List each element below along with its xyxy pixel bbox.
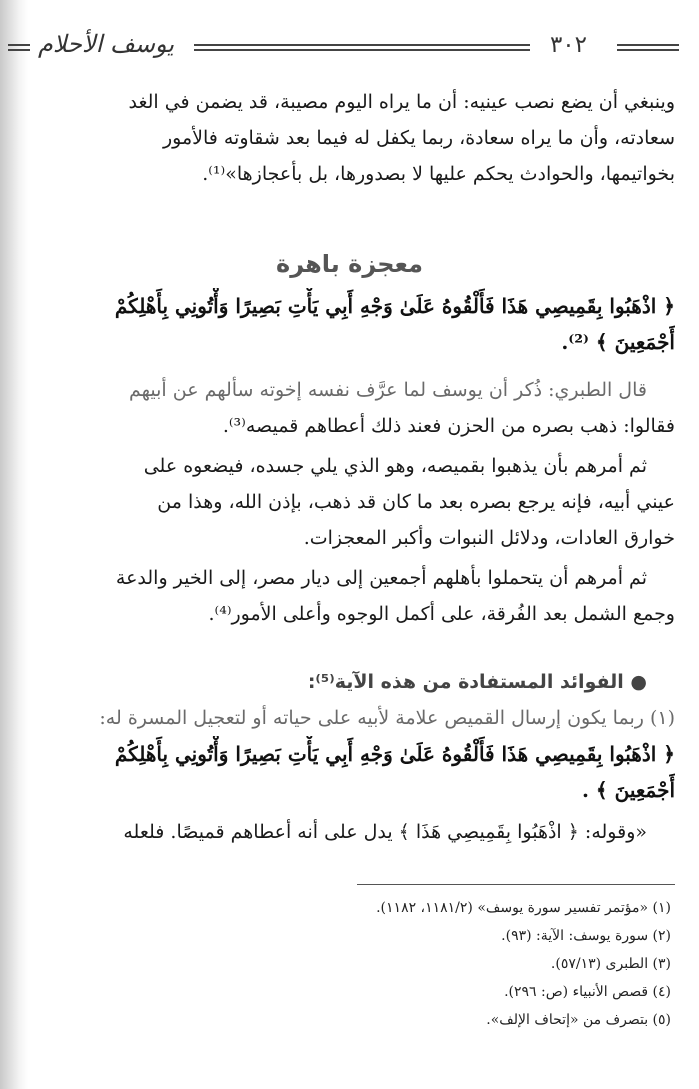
book-title: يوسف الأحلام [38, 30, 175, 58]
text-line: «وقوله: ﴿ اذْهَبُوا بِقَمِيصِي هَذَا ﴾ يدل على أنه أعطاهم قميصًا. فلعله [123, 821, 647, 843]
benefits-heading: ● الفوائد المستفادة من هذه الآية⁽⁵⁾: [307, 671, 647, 693]
verse-line: أَجْمَعِينَ ﴾ . [582, 778, 675, 802]
footnotes [200, 894, 671, 1034]
text-line: سعادته، وأن ما يراه سعادة، ربما يكفل له فيما بعد شقاوته فالأمور [162, 127, 675, 149]
text-line: وجمع الشمل بعد الفُرقة، على أكمل الوجوه وأعلى الأمور⁽⁴⁾. [208, 603, 675, 625]
text-line: فقالوا: ذهب بصره من الحزن فعند ذلك أعطاهم قميصه⁽³⁾. [222, 415, 675, 437]
body-paragraphs [48, 372, 675, 632]
benefit-item: (١) ربما يكون إرسال القميص علامة لأبيه على حياته أو لتعجيل المسرة له: [99, 707, 675, 729]
verse-line: ﴿ اذْهَبُوا بِقَمِيصِي هَذَا فَأَلْقُوهُ عَلَىٰ وَجْهِ أَبِي يَأْتِ بَصِيرًا وَأْتُونِي بِأَهْلِكُمْ [114, 294, 675, 318]
footnote: (٣) الطبرى (٥٧/١٣). [550, 956, 671, 972]
text-line: ثم أمرهم أن يتحملوا بأهلهم أجمعين إلى ديار مصر، إلى الخير والدعة [115, 567, 647, 589]
intro-paragraph [48, 84, 675, 192]
text-line: بخواتيمها، والحوادث يحكم عليها لا بصدورها، بل بأعجازها»⁽¹⁾. [202, 163, 675, 185]
page-number: ٣٠٢ [549, 32, 587, 58]
text-line: وينبغي أن يضع نصب عينيه: أن ما يراه اليوم مصيبة، قد يضمن في الغد [128, 91, 675, 113]
footnote: (٢) سورة يوسف: الآية: (٩٣). [501, 928, 671, 944]
verse-line: ﴿ اذْهَبُوا بِقَمِيصِي هَذَا فَأَلْقُوهُ عَلَىٰ وَجْهِ أَبِي يَأْتِ بَصِيرًا وَأْتُونِي بِأَهْلِكُمْ [114, 742, 675, 766]
page-header [8, 30, 679, 70]
header-rule-left [8, 44, 30, 51]
section-heading: معجزة باهرة [276, 250, 423, 278]
header-rule-middle [194, 44, 530, 51]
footnote: (١) «مؤتمر تفسير سورة يوسف» (١١٨١/٢، ١١٨٢). [376, 900, 671, 916]
verse-line: أَجْمَعِينَ ﴾ ⁽²⁾. [561, 330, 675, 354]
footnote-divider [357, 884, 675, 885]
page-spine-shadow [0, 0, 28, 1089]
footnote: (٤) قصص الأنبياء (ص: ٢٩٦). [504, 984, 671, 1000]
text-line: عيني أبيه، فإنه يرجع بصره بعد ما كان قد ذهب، بإذن الله، وهذا من [157, 491, 675, 513]
text-line: ثم أمرهم بأن يذهبوا بقميصه، وهو الذي يلي جسده، فيضعوه على [143, 455, 647, 477]
quran-verse-1 [48, 288, 675, 360]
text-line: قال الطبري: ذُكر أن يوسف لما عرَّف نفسه إخوته سألهم عن أبيهم [128, 379, 647, 401]
footnote: (٥) بتصرف من «إتحاف الإلف». [486, 1012, 671, 1028]
text-line: خوارق العادات، ودلائل النبوات وأكبر المعجزات. [303, 527, 675, 549]
benefits-section [48, 664, 675, 850]
header-rule-right [617, 44, 679, 51]
